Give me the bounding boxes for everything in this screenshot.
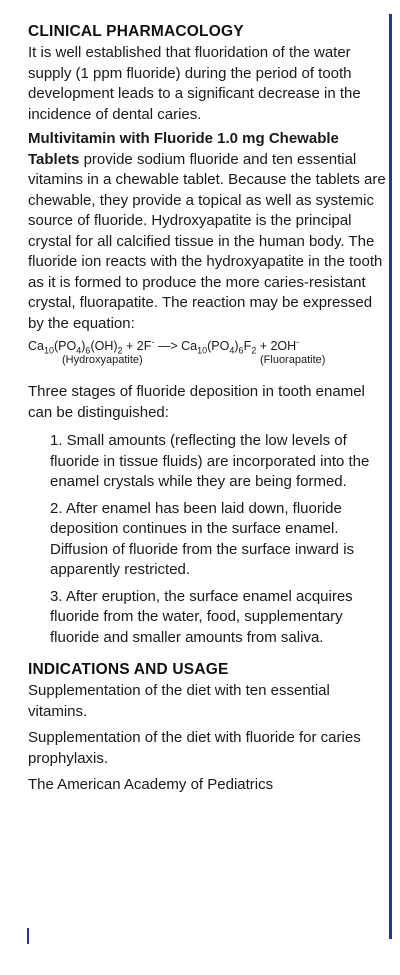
indications-heading: INDICATIONS AND USAGE — [28, 661, 229, 678]
eq-left-ca: Ca — [28, 339, 44, 353]
eq-right-ca: Ca — [181, 339, 198, 353]
indications-para-1: Supplementation of the diet with ten essential vitamins. — [28, 682, 330, 720]
eq-plus-fluoride: + 2F — [122, 339, 152, 353]
eq-right-f: F — [243, 339, 252, 353]
eq-right-sub4: 2 — [251, 345, 257, 356]
eq-right-oh: + 2OH — [256, 339, 297, 353]
indications-para-3: The American Academy of Pediatrics — [28, 776, 274, 793]
eq-left-sub3: 6 — [85, 345, 91, 356]
stage-item-1: 1. Small amounts (reflecting the low levels of fluoride in tissue fluids) are incorporated into the enamel crystals while they are being formed. — [50, 432, 370, 490]
label-fluorapatite: (Fluorapatite) — [260, 354, 326, 366]
product-name: Multivitamin with Fluoride 1.0 mg Chewable Tablets — [28, 130, 339, 168]
eq-left-po: (PO — [54, 339, 77, 353]
equation-labels — [28, 354, 386, 370]
left-margin-tick — [27, 928, 29, 944]
eq-right-po: (PO — [207, 339, 230, 353]
chemical-equation — [28, 338, 386, 354]
intro-paragraph: It is well established that fluoridation of the water supply (1 ppm fluoride) during the period of tooth development leads to a significant decrease in the incidence of dental caries. — [28, 44, 361, 123]
eq-right-sub2: 4 — [229, 345, 235, 356]
eq-left-sub1: 10 — [43, 345, 54, 356]
eq-right-paren: ) — [234, 339, 239, 353]
product-paragraph — [28, 129, 386, 334]
stages-intro: Three stages of fluoride deposition in tooth enamel can be distinguished: — [28, 383, 365, 421]
right-border-rule — [389, 14, 392, 939]
indications-para-2: Supplementation of the diet with fluoride for caries prophylaxis. — [28, 729, 361, 767]
eq-right-sub3: 6 — [238, 345, 244, 356]
eq-left-sub4: 2 — [117, 345, 123, 356]
eq-fluoride-charge: - — [151, 336, 155, 347]
eq-left-sub2: 4 — [76, 345, 82, 356]
stage-item-2: 2. After enamel has been laid down, fluoride deposition continues in the surface enamel. Diffusion of fluoride from the surface inward is apparently restricted. — [50, 499, 355, 578]
eq-left-oh: (OH) — [90, 339, 118, 353]
eq-right-sub1: 10 — [197, 345, 208, 356]
clinical-pharmacology-heading: CLINICAL PHARMACOLOGY — [28, 23, 244, 40]
eq-left-paren: ) — [81, 339, 86, 353]
label-hydroxyapatite: (Hydroxyapatite) — [62, 354, 143, 366]
stage-item-3: 3. After eruption, the surface enamel acquires fluoride from the water, food, supplementary fluoride and smaller amounts from saliva. — [50, 587, 353, 646]
stages-list — [28, 431, 386, 648]
product-description: provide sodium fluoride and ten essential vitamins in a chewable tablet. Because the tablets are chewable, they provide a topical as well as systemic source of fluoride. Hydroxyapatite is the principal crystal for all calcified tissue in the human body. The fluoride ion reacts with the hydroxyapatite in the tooth as it is formed to produce the more caries-resistant crystal, fluorapatite. The reaction may be expressed by the equation: — [28, 150, 386, 332]
eq-hydroxide-charge: - — [296, 336, 300, 347]
eq-arrow: —> — [154, 339, 182, 353]
